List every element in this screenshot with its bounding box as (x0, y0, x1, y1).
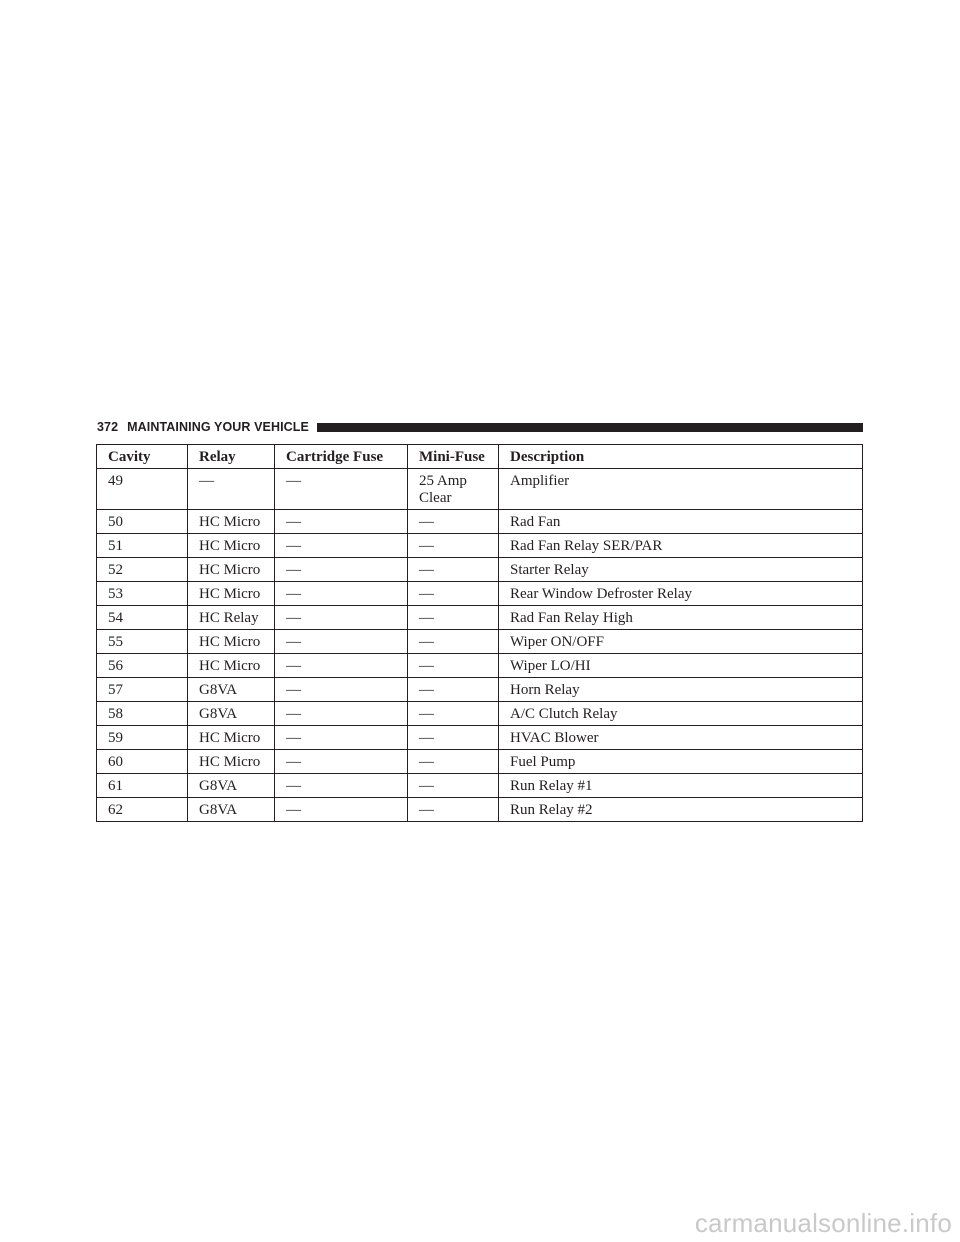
cell-relay: HC Micro (188, 534, 275, 558)
cell-description: Amplifier (499, 469, 863, 510)
cell-mini-fuse: — (408, 798, 499, 822)
cell-mini-fuse: — (408, 534, 499, 558)
cell-cavity: 50 (97, 510, 188, 534)
cell-mini-fuse: — (408, 606, 499, 630)
table-row (97, 798, 863, 822)
cell-cartridge-fuse: — (275, 630, 408, 654)
table-row (97, 702, 863, 726)
column-header-cartridge-fuse: Cartridge Fuse (275, 445, 408, 469)
cell-relay: HC Micro (188, 558, 275, 582)
cell-mini-fuse: — (408, 702, 499, 726)
column-header-cavity: Cavity (97, 445, 188, 469)
cell-description: HVAC Blower (499, 726, 863, 750)
cell-cartridge-fuse: — (275, 702, 408, 726)
cell-relay: HC Micro (188, 654, 275, 678)
header-rule (317, 423, 863, 432)
cell-cartridge-fuse: — (275, 606, 408, 630)
cell-cavity: 60 (97, 750, 188, 774)
cell-description: Rad Fan Relay SER/PAR (499, 534, 863, 558)
cell-relay: G8VA (188, 774, 275, 798)
cell-description: Run Relay #1 (499, 774, 863, 798)
cell-cavity: 53 (97, 582, 188, 606)
cell-mini-fuse: — (408, 582, 499, 606)
cell-cavity: 62 (97, 798, 188, 822)
cell-description: Rear Window Defroster Relay (499, 582, 863, 606)
cell-cartridge-fuse: — (275, 726, 408, 750)
cell-relay: HC Micro (188, 510, 275, 534)
cell-relay: HC Micro (188, 630, 275, 654)
cell-relay: HC Micro (188, 582, 275, 606)
cell-relay: HC Relay (188, 606, 275, 630)
cell-cartridge-fuse: — (275, 558, 408, 582)
cell-mini-fuse: — (408, 678, 499, 702)
watermark: carmanualsonline.info (694, 1208, 952, 1238)
fuse-table (96, 444, 863, 822)
cell-cavity: 55 (97, 630, 188, 654)
cell-relay: HC Micro (188, 726, 275, 750)
cell-mini-fuse: — (408, 750, 499, 774)
cell-cavity: 52 (97, 558, 188, 582)
cell-description: Fuel Pump (499, 750, 863, 774)
cell-mini-fuse: — (408, 654, 499, 678)
cell-cavity: 49 (97, 469, 188, 510)
cell-description: Starter Relay (499, 558, 863, 582)
cell-description: Rad Fan Relay High (499, 606, 863, 630)
page-header (97, 417, 863, 437)
table-row (97, 582, 863, 606)
cell-relay: G8VA (188, 678, 275, 702)
page-number: 372 (97, 420, 119, 434)
table-row (97, 750, 863, 774)
cell-relay: HC Micro (188, 750, 275, 774)
table-row (97, 534, 863, 558)
cell-cartridge-fuse: — (275, 469, 408, 510)
cell-mini-fuse: — (408, 510, 499, 534)
cell-cartridge-fuse: — (275, 582, 408, 606)
cell-cavity: 57 (97, 678, 188, 702)
cell-cartridge-fuse: — (275, 750, 408, 774)
cell-description: Wiper ON/OFF (499, 630, 863, 654)
cell-cavity: 54 (97, 606, 188, 630)
table-row (97, 469, 863, 510)
column-header-mini-fuse: Mini-Fuse (408, 445, 499, 469)
cell-cartridge-fuse: — (275, 774, 408, 798)
cell-description: Horn Relay (499, 678, 863, 702)
section-title: MAINTAINING YOUR VEHICLE (127, 420, 309, 434)
column-header-relay: Relay (188, 445, 275, 469)
cell-cartridge-fuse: — (275, 654, 408, 678)
cell-description: Rad Fan (499, 510, 863, 534)
table-row (97, 606, 863, 630)
table-row (97, 654, 863, 678)
cell-mini-fuse: — (408, 726, 499, 750)
cell-description: Wiper LO/HI (499, 654, 863, 678)
cell-relay: G8VA (188, 798, 275, 822)
cell-relay: — (188, 469, 275, 510)
table-row (97, 558, 863, 582)
cell-mini-fuse: — (408, 630, 499, 654)
cell-cartridge-fuse: — (275, 678, 408, 702)
cell-relay: G8VA (188, 702, 275, 726)
table-row (97, 510, 863, 534)
cell-cavity: 56 (97, 654, 188, 678)
cell-cavity: 59 (97, 726, 188, 750)
cell-mini-fuse: — (408, 558, 499, 582)
table-row (97, 678, 863, 702)
cell-description: Run Relay #2 (499, 798, 863, 822)
cell-cavity: 51 (97, 534, 188, 558)
table-body (97, 469, 863, 822)
cell-cartridge-fuse: — (275, 534, 408, 558)
cell-cavity: 61 (97, 774, 188, 798)
cell-cartridge-fuse: — (275, 798, 408, 822)
cell-mini-fuse: 25 Amp Clear (408, 469, 499, 510)
column-header-description: Description (499, 445, 863, 469)
cell-description: A/C Clutch Relay (499, 702, 863, 726)
cell-mini-fuse: — (408, 774, 499, 798)
table-row (97, 630, 863, 654)
table-row (97, 774, 863, 798)
table-header-row (97, 445, 863, 469)
cell-cartridge-fuse: — (275, 510, 408, 534)
cell-cavity: 58 (97, 702, 188, 726)
table-row (97, 726, 863, 750)
